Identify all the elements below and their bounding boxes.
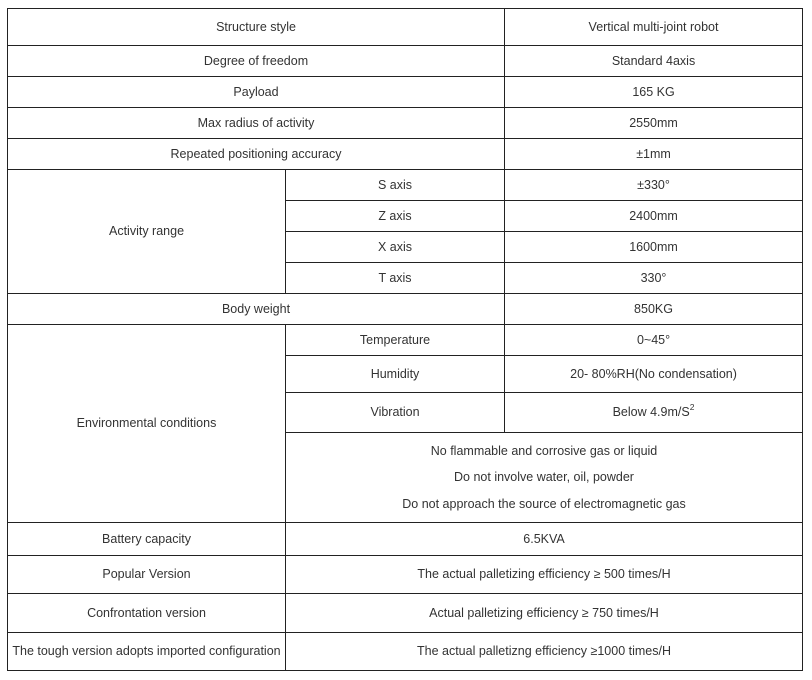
vibration-exponent: 2 [689, 402, 695, 412]
activity-range-label: Activity range [8, 170, 286, 294]
radius-value: 2550mm [505, 108, 803, 139]
radius-label: Max radius of activity [8, 108, 505, 139]
popular-version-label: Popular Version [8, 556, 286, 594]
z-axis-value: 2400mm [505, 201, 803, 232]
s-axis-label: S axis [286, 170, 505, 201]
table-row [8, 523, 803, 556]
accuracy-value: ±1mm [505, 139, 803, 170]
table-row [8, 139, 803, 170]
tough-version-label: The tough version adopts imported configuration [8, 633, 286, 671]
battery-value: 6.5KVA [286, 523, 803, 556]
vibration-label: Vibration [286, 393, 505, 433]
accuracy-label: Repeated positioning accuracy [8, 139, 505, 170]
vibration-value [505, 393, 803, 433]
payload-label: Payload [8, 77, 505, 108]
environment-note: Do not involve water, oil, powder [454, 470, 634, 485]
payload-value: 165 KG [505, 77, 803, 108]
spec-table [7, 8, 803, 671]
body-weight-value: 850KG [505, 294, 803, 325]
confrontation-version-label: Confrontation version [8, 594, 286, 633]
table-row [8, 9, 803, 46]
body-weight-label: Body weight [8, 294, 505, 325]
vibration-value-text: Below 4.9m/S [612, 405, 690, 419]
structure-value: Vertical multi-joint robot [505, 9, 803, 46]
humidity-value: 20- 80%RH(No condensation) [505, 356, 803, 393]
humidity-label: Humidity [286, 356, 505, 393]
table-row [8, 325, 803, 356]
temperature-value: 0~45° [505, 325, 803, 356]
table-row [8, 108, 803, 139]
z-axis-label: Z axis [286, 201, 505, 232]
table-row [8, 633, 803, 671]
table-row [8, 294, 803, 325]
battery-label: Battery capacity [8, 523, 286, 556]
table-row [8, 594, 803, 633]
environment-note: No flammable and corrosive gas or liquid [430, 443, 658, 458]
structure-label: Structure style [8, 9, 505, 46]
environment-label: Environmental conditions [8, 325, 286, 523]
environment-note: Do not approach the source of electromagnetic gas [402, 496, 686, 511]
t-axis-value: 330° [505, 263, 803, 294]
dof-value: Standard 4axis [505, 46, 803, 77]
table-row [8, 46, 803, 77]
temperature-label: Temperature [286, 325, 505, 356]
x-axis-value: 1600mm [505, 232, 803, 263]
popular-version-value: The actual palletizing efficiency ≥ 500 times/H [286, 556, 803, 594]
tough-version-value: The actual palletizng efficiency ≥1000 times/H [286, 633, 803, 671]
table-row [8, 77, 803, 108]
environment-notes [286, 433, 803, 523]
t-axis-label: T axis [286, 263, 505, 294]
table-row [8, 556, 803, 594]
confrontation-version-value: Actual palletizing efficiency ≥ 750 times/H [286, 594, 803, 633]
x-axis-label: X axis [286, 232, 505, 263]
s-axis-value: ±330° [505, 170, 803, 201]
dof-label: Degree of freedom [8, 46, 505, 77]
table-row [8, 170, 803, 201]
